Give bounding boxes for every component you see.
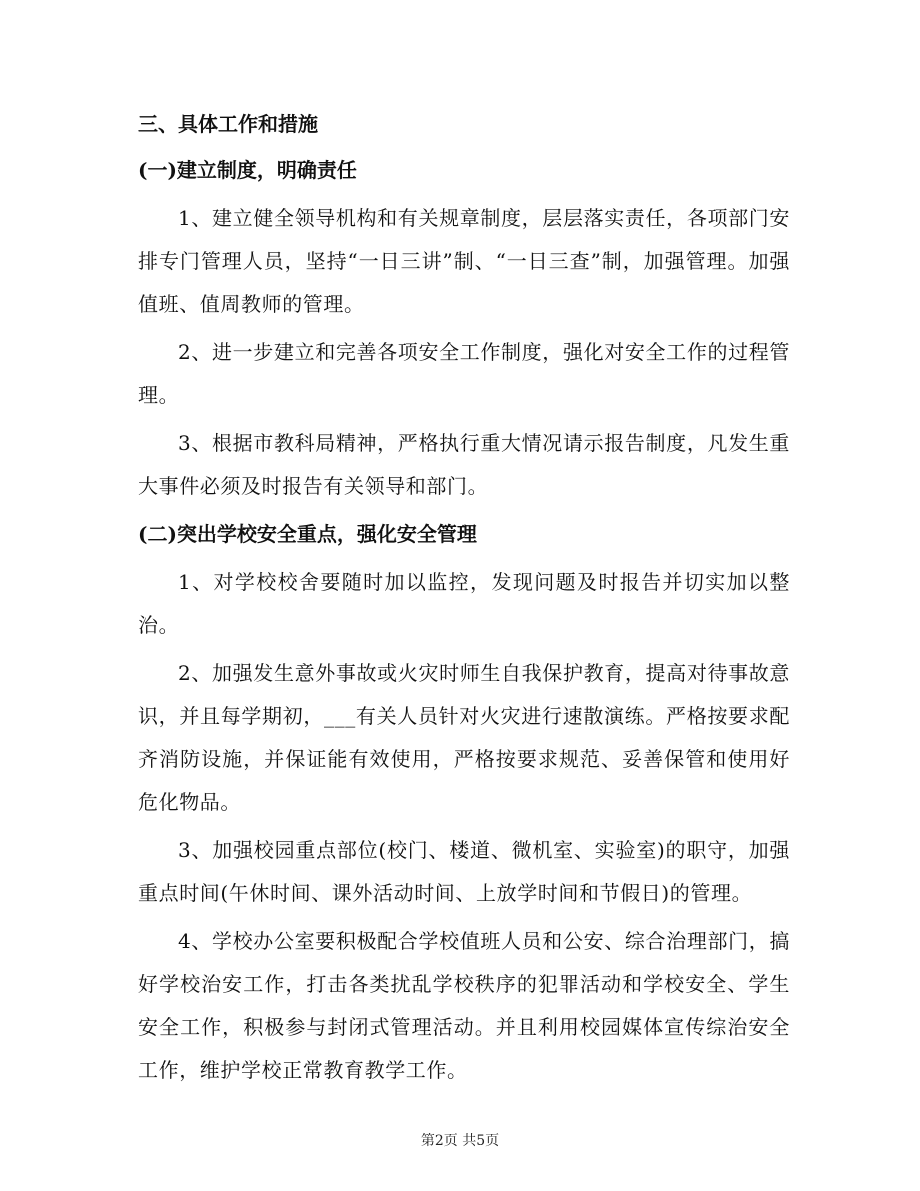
- paragraph: 1、对学校校舍要随时加以监控，发现问题及时报告并切实加以整治。: [138, 570, 790, 637]
- paragraph: 3、根据市教科局精神，严格执行重大情况请示报告制度，凡发生重大事件必须及时报告有关领导和部门。: [138, 431, 790, 498]
- paragraph: 2、加强发生意外事故或火灾时师生自我保护教育，提高对待事故意识，并且每学期初，___有关人员针对火灾进行速散演练。严格按要求配齐消防设施，并保证能有效使用，严格按要求规范、妥善保管和使用好危化物品。: [138, 661, 790, 814]
- document-body: [138, 103, 790, 1097]
- subsection-title-2: (二)突出学校安全重点，强化安全管理: [138, 522, 477, 546]
- page-indicator: 第2页 共5页: [420, 1133, 500, 1149]
- paragraph: 4、学校办公室要积极配合学校值班人员和公安、综合治理部门，搞好学校治安工作，打击各类扰乱学校秩序的犯罪活动和学校安全、学生安全工作，积极参与封闭式管理活动。并且利用校园媒体宣传综治安全工作，维护学校正常教育教学工作。: [138, 929, 790, 1082]
- paragraph: 1、建立健全领导机构和有关规章制度，层层落实责任，各项部门安排专门管理人员，坚持“一日三讲”制、“一日三查”制，加强管理。加强值班、值周教师的管理。: [138, 206, 790, 316]
- paragraph: 3、加强校园重点部位(校门、楼道、微机室、实验室)的职守，加强重点时间(午休时间、课外活动时间、上放学时间和节假日)的管理。: [138, 838, 790, 905]
- paragraph: 2、进一步建立和完善各项安全工作制度，强化对安全工作的过程管理。: [138, 340, 790, 407]
- section-title: 三、具体工作和措施: [138, 112, 318, 136]
- subsection-title-1: (一)建立制度，明确责任: [138, 158, 357, 182]
